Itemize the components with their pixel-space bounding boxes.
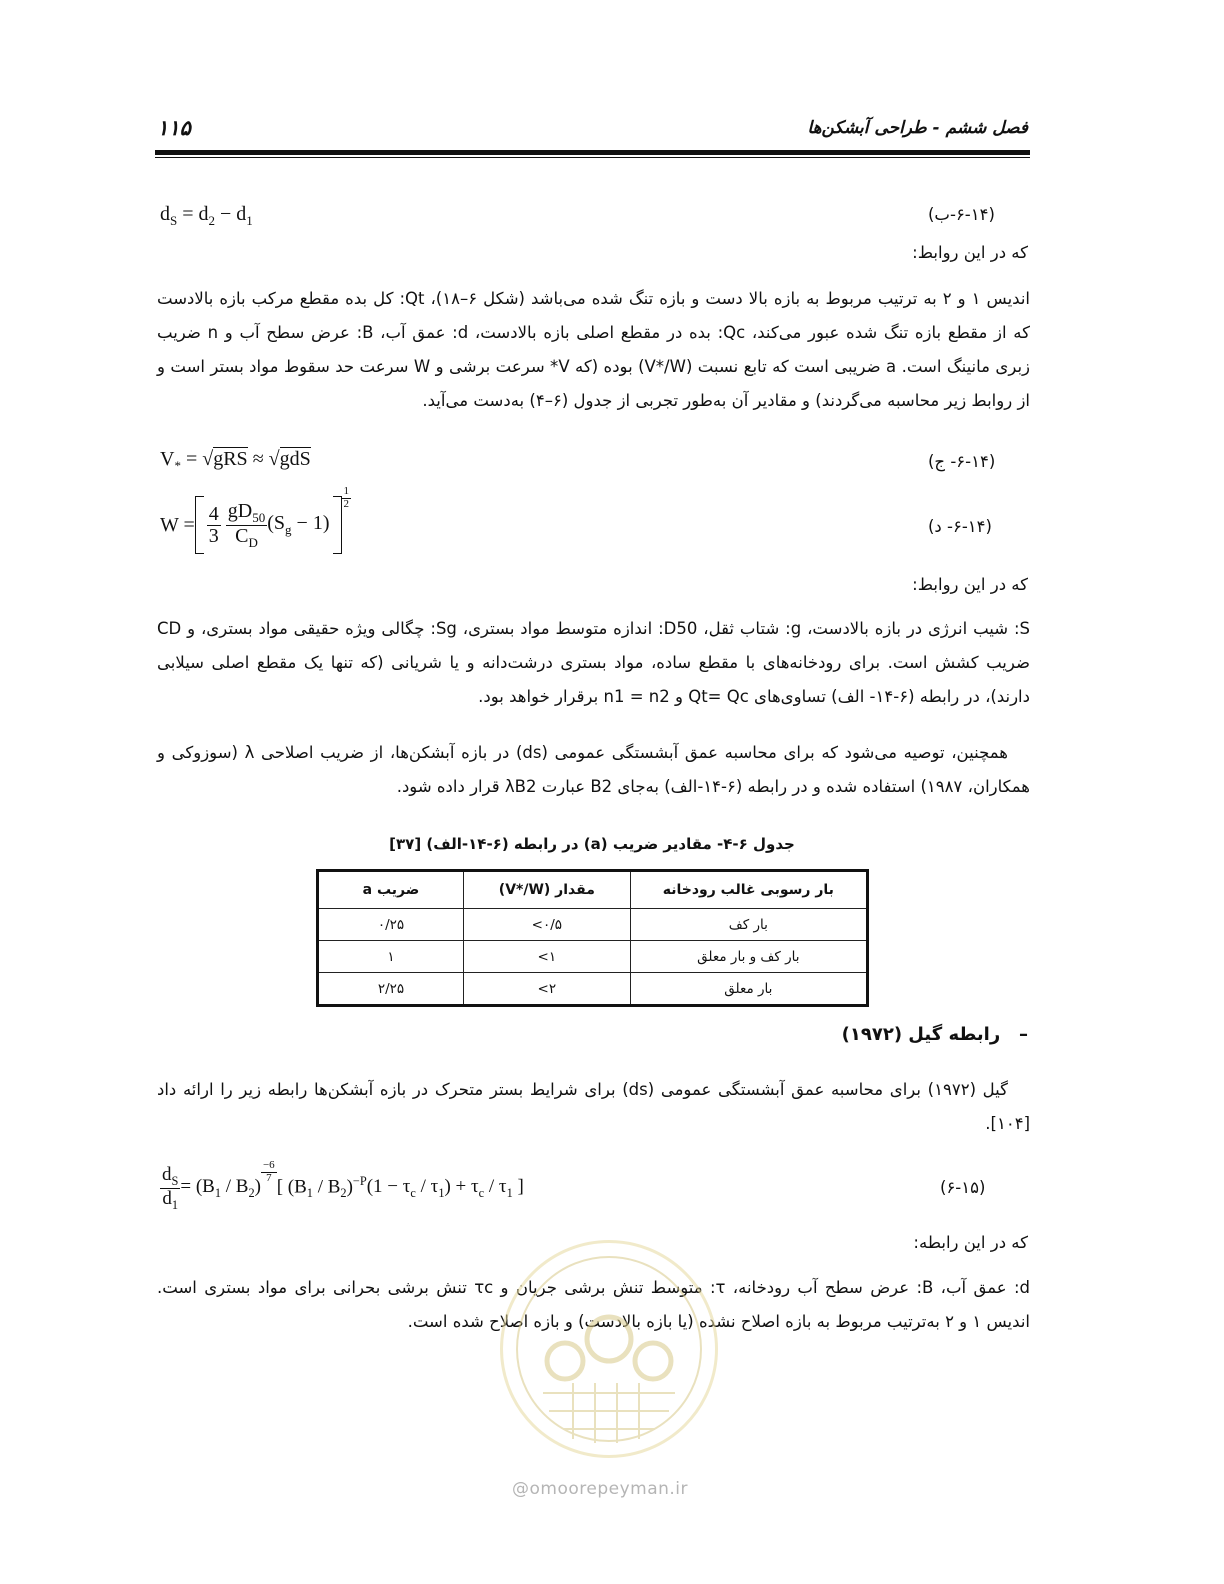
table-cell: <۱ xyxy=(463,941,630,973)
table-cell: ۲/۲۵ xyxy=(318,973,464,1006)
paragraph-1: اندیس ۱ و ۲ به ترتیب مربوط به بازه بالا دست و بازه تنگ شده می‌باشد (شکل ۶–۱۸)، Qt: کل بده مقطع مرکب بازه بالادست که از مقطع بازه تنگ شده عبور می‌کند، Qc: بده در مقطع اصلی بازه بالادست، d: عمق آب، B: عرض سطح آب و n ضریب زبری مانینگ است. a ضریبی است که تابع نسبت (V*/W) بوده (که V* سرعت برشی و W سرعت حد سقوط مواد بستر است و از روابط زیر محاسبه می‌گردند) و مقادیر آن به‌طور تجربی از جدول (۶–۴) به‌دست می‌آید. xyxy=(157,289,1031,410)
sqrt-icon: √ xyxy=(202,448,214,470)
table-cell: بار کف xyxy=(630,909,867,941)
table-cell: بار کف و بار معلق xyxy=(630,941,867,973)
equation-number-15: (۶-۱۵) xyxy=(940,1178,986,1197)
where-label-1: که در این روابط: xyxy=(912,243,1028,262)
table-cell: ۱ xyxy=(318,941,464,973)
table-row xyxy=(318,973,868,1006)
table-cell: ۰/۲۵ xyxy=(318,909,464,941)
equation-number-14d: (۶-۱۴- د) xyxy=(928,517,992,536)
table-cell: بار معلق xyxy=(630,973,867,1006)
table-caption: جدول ۶-۴- مقادیر ضریب (a) در رابطه (۶-۱۴-الف) [۳۷] xyxy=(389,835,795,853)
paragraph-5: d: عمق آب، B: عرض سطح آب رودخانه، τ: متوسط تنش برشی جریان و τc تنش برشی بحرانی برای مواد بستری است. اندیس ۱ و ۲ به‌ترتیب مربوط به بازه اصلاح نشده (یا بازه بالادست) و بازه اصلاح شده است. xyxy=(157,1278,1030,1331)
equation-number-14c: (۶-۱۴- ج) xyxy=(928,452,996,471)
table-header: ضریب a xyxy=(318,871,464,909)
table-cell: <۰/۵ xyxy=(463,909,630,941)
coefficient-table xyxy=(316,869,869,1007)
equation-14d: W = $\frac{4}{3}$ $\frac{gD_{50}}{C_D}$ $(S_g - 1)$ $\frac{1}{2}$ xyxy=(160,492,351,558)
where-label-2: که در این روابط: xyxy=(912,575,1028,594)
table-row xyxy=(318,909,868,941)
watermark-text: @omoorepeyman.ir xyxy=(512,1479,689,1499)
header-rule xyxy=(155,150,1030,155)
sqrt-icon: √ xyxy=(268,448,280,470)
table-row xyxy=(318,941,868,973)
table-header-row xyxy=(318,871,868,909)
bracket-close-icon xyxy=(333,496,342,554)
equation-15: $\frac{d_S}{d_1}$ = $(B_1 / B_2)$ $\frac{-6}{7}$ [ $(B_1 / B_2)^{-P}$ $(1 - \tau_c / \tau_1) + \tau_c / \tau_1$ ] xyxy=(162,1159,524,1212)
header-rule-thin xyxy=(155,157,1030,158)
table-header: بار رسوبی غالب رودخانه xyxy=(630,871,867,909)
equation-14c: $V_* = √gRS \approx √gdS$ xyxy=(160,448,311,473)
paragraph-4: گیل (۱۹۷۲) برای محاسبه عمق آبشستگی عمومی (ds) برای شرایط بستر متحرک در بازه آبشکن‌ها رابطه زیر را ارائه داد [۱۰۴]. xyxy=(157,1080,1030,1133)
bracket-open-icon xyxy=(195,496,204,554)
watermark-logo xyxy=(500,1240,718,1458)
paragraph-3: همچنین، توصیه می‌شود که برای محاسبه عمق آبشستگی عمومی (ds) در بازه آبشکن‌ها، از ضریب اصلاحی λ (سوزوکی و همکاران، ۱۹۸۷) استفاده شده و در رابطه (۶-۱۴-الف) به‌جای B2 عبارت λB2 قرار داده شود. xyxy=(157,743,1030,796)
gear-icon xyxy=(503,1243,715,1455)
at-icon: @ xyxy=(512,1479,530,1499)
equation-14b: $d_S = d_2 - d_1$ xyxy=(160,203,253,228)
table-cell: <۲ xyxy=(463,973,630,1006)
paragraph-2: S: شیب انرژی در بازه بالادست، g: شتاب ثقل، D50: اندازه متوسط مواد بستری، Sg: چگالی ویژه حقیقی مواد بستری، و CD ضریب کشش است. برای رودخانه‌های با مقطع ساده، مواد بستری درشت‌دانه و یا شریانی (که تنها یک مقطع اصلی سیلابی دارند)، در رابطه (۶-۱۴- الف) تساوی‌های Qt= Qc و n1 = n2 برقرار خواهد بود. xyxy=(157,619,1030,706)
chapter-title: فصل ششم - طراحی آبشکن‌ها xyxy=(807,118,1028,138)
section-heading: – رابطه گیل (۱۹۷۲) xyxy=(841,1024,1028,1045)
equation-number-14b: (۶-۱۴-ب) xyxy=(928,205,995,224)
table-header: مقدار (V*/W) xyxy=(463,871,630,909)
where-label-3: که در این رابطه: xyxy=(913,1233,1028,1252)
page-number: ۱۱۵ xyxy=(157,116,191,140)
